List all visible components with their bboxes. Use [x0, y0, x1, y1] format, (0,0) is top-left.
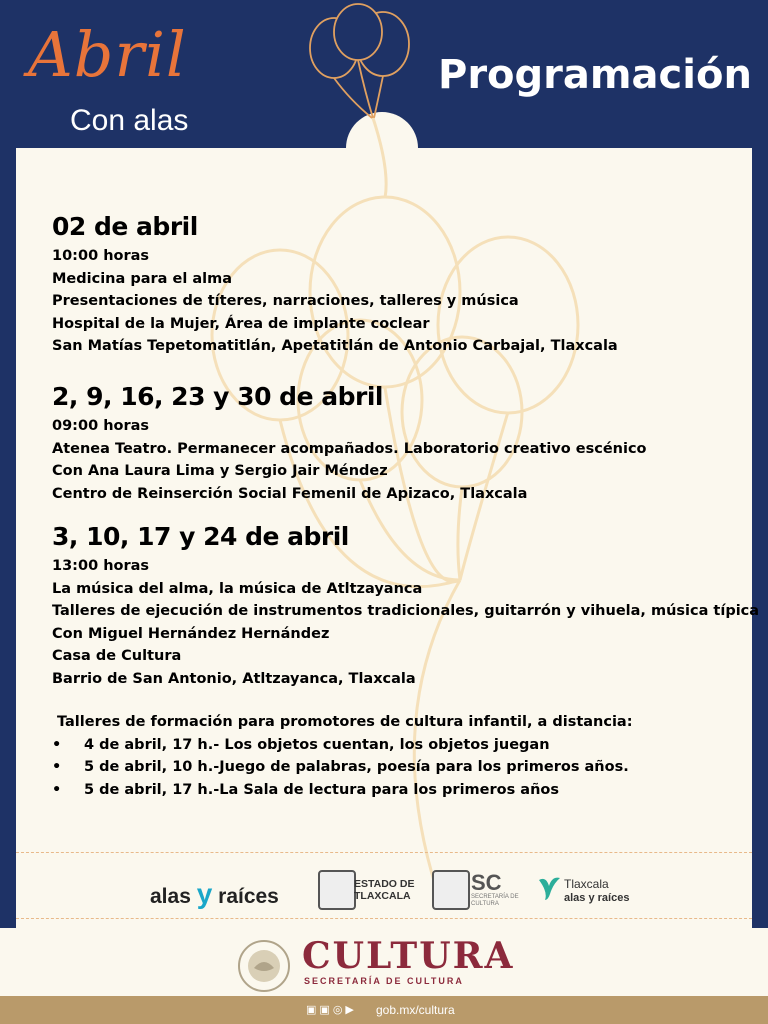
- section-date-title: 02 de abril: [52, 212, 198, 241]
- section-date-title: 3, 10, 17 y 24 de abril: [52, 522, 349, 551]
- logo-text: raíces: [218, 885, 279, 908]
- logo-text: SECRETARÍA DE: [471, 894, 519, 900]
- logo-text: alas y raíces: [564, 892, 630, 904]
- event-section-3: [52, 522, 759, 690]
- estado-tlaxcala-logo: [354, 878, 414, 902]
- sc-seal-icon: [432, 870, 470, 910]
- talleres-heading: Talleres de formación para promotores de cultura infantil, a distancia:: [57, 714, 633, 730]
- event-hosts: Con Ana Laura Lima y Sergio Jair Méndez: [52, 463, 388, 479]
- logo-text: alas: [150, 885, 191, 908]
- logo-text: ESTADO DE: [354, 878, 415, 890]
- list-item: [52, 779, 633, 802]
- event-section-1: [52, 212, 618, 358]
- national-seal-icon: [236, 938, 292, 994]
- tlaxcala-seal-icon: [318, 870, 356, 910]
- talleres-section: [52, 711, 633, 801]
- alas-y-raices-logo: [150, 878, 279, 910]
- logo-text: TLAXCALA: [354, 890, 411, 902]
- twitter-icon[interactable]: ▣: [319, 1003, 333, 1016]
- tlaxcala-alas-logo: [564, 878, 629, 905]
- secretaria-subtitle: SECRETARÍA DE CULTURA: [304, 976, 464, 986]
- list-item-text: 5 de abril, 10 h.-Juego de palabras, poesía para los primeros años.: [84, 759, 629, 775]
- list-item-text: 5 de abril, 17 h.-La Sala de lectura para los primeros años: [84, 781, 559, 798]
- event-time: 13:00 horas: [52, 558, 150, 574]
- dashed-divider-bottom: [16, 918, 752, 919]
- website-link[interactable]: gob.mx/cultura: [376, 1003, 455, 1017]
- logo-y-mark: y: [196, 878, 213, 909]
- talleres-list: [52, 734, 633, 802]
- social-icons: [306, 1003, 357, 1016]
- abril-script-title: Abril: [28, 18, 187, 91]
- dashed-divider-top: [16, 852, 752, 853]
- event-location: Centro de Reinserción Social Femenil de Apizaco, Tlaxcala: [52, 485, 528, 502]
- event-description: Talleres de ejecución de instrumentos tradicionales, guitarrón y vihuela, música típica: [52, 603, 760, 619]
- event-section-2: [52, 382, 647, 505]
- event-location: San Matías Tepetomatitlán, Apetatitlán de Antonio Carbajal, Tlaxcala: [52, 338, 618, 354]
- event-description: Presentaciones de títeres, narraciones, talleres y música: [52, 293, 519, 309]
- event-time: 10:00 horas: [52, 248, 150, 264]
- sc-logo: SC: [471, 870, 502, 895]
- programacion-title: Programación: [438, 52, 752, 98]
- list-item: [52, 756, 633, 779]
- event-time: 09:00 horas: [52, 418, 150, 434]
- footer-bar: [0, 996, 768, 1024]
- logo-text: Tlaxcala: [564, 877, 609, 891]
- event-name: La música del alma, la música de Atltzayanca: [52, 580, 423, 597]
- con-alas-subtitle: Con alas: [70, 104, 189, 137]
- cultura-logo-title: CULTURA: [302, 935, 515, 977]
- event-venue: Casa de Cultura: [52, 648, 182, 664]
- event-venue: Hospital de la Mujer, Área de implante coclear: [52, 315, 430, 332]
- bullet-icon: •: [52, 781, 62, 798]
- bullet-icon: •: [52, 759, 62, 775]
- bullet-icon: •: [52, 736, 62, 753]
- partner-logos-row: [16, 858, 752, 916]
- event-name: Atenea Teatro. Permanecer acompañados. Laboratorio creativo escénico: [52, 440, 647, 457]
- sc-logo-subtitle: [471, 894, 519, 908]
- section-date-title: 2, 9, 16, 23 y 30 de abril: [52, 382, 383, 411]
- event-hosts: Con Miguel Hernández Hernández: [52, 625, 330, 642]
- facebook-icon[interactable]: ▣: [306, 1003, 320, 1016]
- event-name: Medicina para el alma: [52, 270, 232, 287]
- event-location: Barrio de San Antonio, Atltzayanca, Tlaxcala: [52, 670, 416, 687]
- list-item-text: 4 de abril, 17 h.- Los objetos cuentan, los objetos juegan: [84, 736, 550, 753]
- list-item: [52, 734, 633, 757]
- tlaxcala-bird-icon: [536, 872, 562, 902]
- logo-text: CULTURA: [471, 901, 499, 907]
- header-band: [0, 0, 768, 148]
- youtube-icon[interactable]: ▶: [345, 1003, 357, 1016]
- instagram-icon[interactable]: ◎: [332, 1003, 346, 1016]
